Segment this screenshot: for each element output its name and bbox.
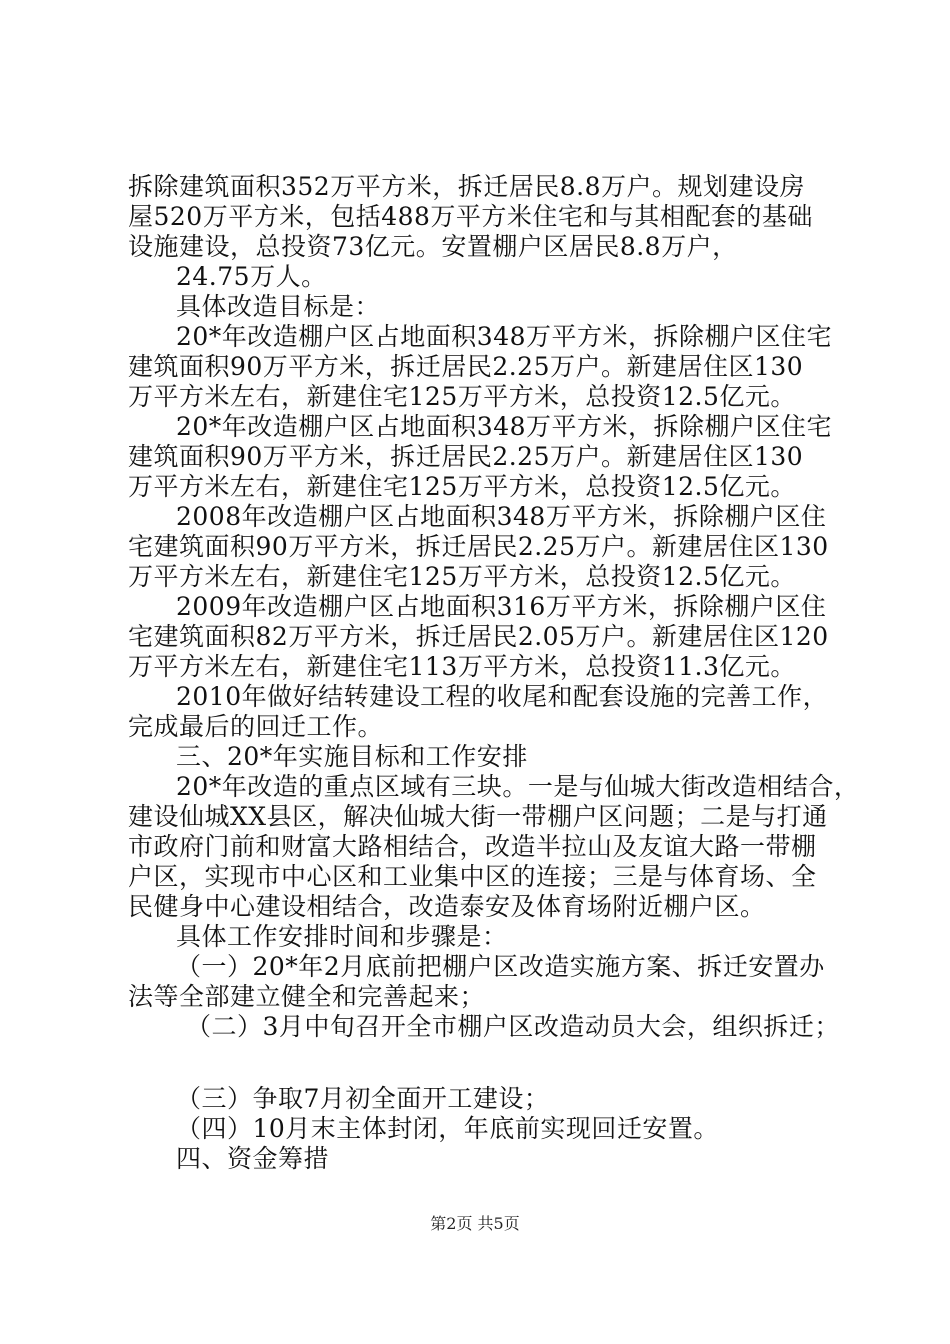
text-line: 宅建筑面积90万平方米，拆迁居民2.25万户。新建居住区130 (128, 532, 829, 561)
text-line: 建筑面积90万平方米，拆迁居民2.25万户。新建居住区130 (128, 442, 804, 471)
text-line: 设施建设，总投资73亿元。安置棚户区居民8.8万户， (128, 232, 738, 261)
text-line: 20*年改造棚户区占地面积348万平方米，拆除棚户区住宅 (176, 412, 833, 441)
text-line: 万平方米左右，新建住宅113万平方米，总投资11.3亿元。 (128, 652, 796, 681)
text-line: 2008年改造棚户区占地面积348万平方米，拆除棚户区住 (176, 502, 827, 531)
text-line: 拆除建筑面积352万平方米，拆迁居民8.8万户。规划建设房 (128, 172, 805, 201)
section-heading: 三、20*年实施目标和工作安排 (176, 742, 528, 771)
text-line: 法等全部建立健全和完善起来； (128, 982, 486, 1011)
text-line: 建筑面积90万平方米，拆迁居民2.25万户。新建居住区130 (128, 352, 804, 381)
page-number: 第2页 共5页 (430, 1214, 520, 1233)
text-line: （四）10月末主体封闭，年底前实现回迁安置。 (176, 1114, 719, 1143)
text-line: 2009年改造棚户区占地面积316万平方米，拆除棚户区住 (176, 592, 827, 621)
text-line: 具体工作安排时间和步骤是： (176, 922, 508, 951)
text-line: （三）争取7月初全面开工建设； (176, 1084, 550, 1113)
text-line: 20*年改造棚户区占地面积348万平方米，拆除棚户区住宅 (176, 322, 833, 351)
text-line: 屋520万平方米，包括488万平方米住宅和与其相配套的基础 (128, 202, 813, 231)
text-line: 宅建筑面积82万平方米，拆迁居民2.05万户。新建居住区120 (128, 622, 829, 651)
text-line: 建设仙城XX县区，解决仙城大街一带棚户区问题；二是与打通 (128, 802, 828, 831)
text-line: 民健身中心建设相结合，改造泰安及体育场附近棚户区。 (128, 892, 766, 921)
text-line: 户区，实现市中心区和工业集中区的连接；三是与体育场、全 (128, 862, 817, 891)
text-line: 万平方米左右，新建住宅125万平方米，总投资12.5亿元。 (128, 382, 796, 411)
text-line: 万平方米左右，新建住宅125万平方米，总投资12.5亿元。 (128, 472, 796, 501)
text-line: 24.75万人。 (176, 262, 327, 291)
text-line: 市政府门前和财富大路相结合，改造半拉山及友谊大路一带棚 (128, 832, 817, 861)
text-line: （二）3月中旬召开全市棚户区改造动员大会，组织拆迁； (186, 1012, 840, 1041)
text-line: 万平方米左右，新建住宅125万平方米，总投资12.5亿元。 (128, 562, 796, 591)
text-line: 2010年做好结转建设工程的收尾和配套设施的完善工作， (176, 682, 829, 711)
section-heading: 四、资金筹措 (176, 1144, 330, 1173)
text-line: 完成最后的回迁工作。 (128, 712, 384, 741)
text-line: 20*年改造的重点区域有三块。一是与仙城大街改造相结合， (176, 772, 860, 801)
text-line: （一）20*年2月底前把棚户区改造实施方案、拆迁安置办 (176, 952, 825, 981)
text-line: 具体改造目标是： (176, 292, 381, 321)
